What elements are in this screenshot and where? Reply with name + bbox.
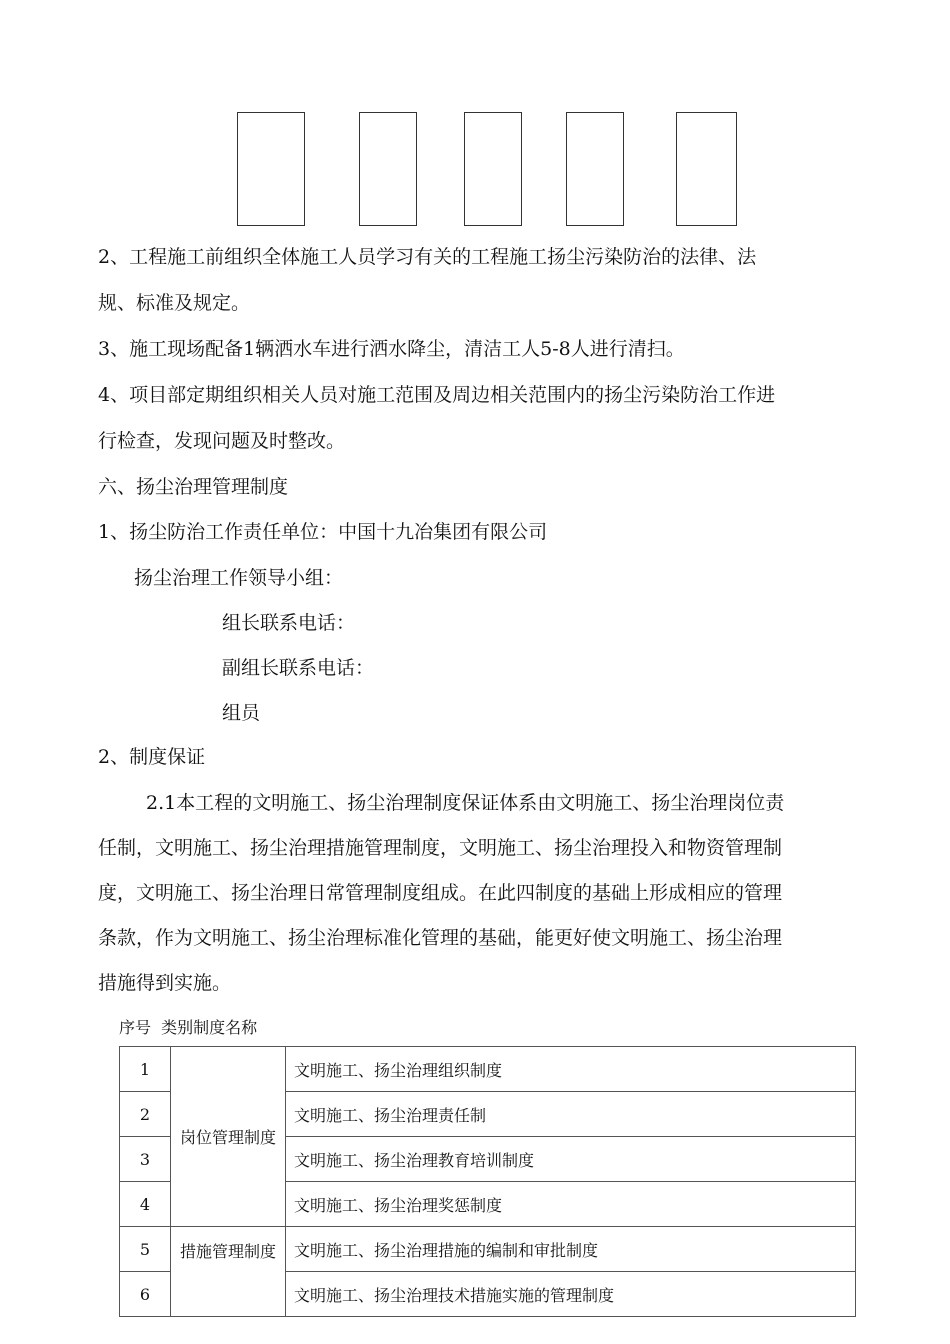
regulation-name: 文明施工、扬尘治理奖惩制度	[286, 1182, 856, 1227]
clause-2-1-line-5: 措施得到实施。	[98, 972, 232, 994]
leader-phone-label: 组长联系电话：	[222, 612, 356, 634]
row-number: 4	[120, 1182, 171, 1227]
row-number: 6	[120, 1272, 171, 1317]
category-cell: 措施管理制度	[171, 1227, 286, 1317]
clause-2-1-line-4: 条款，作为文明施工、扬尘治理标准化管理的基础，能更好使文明施工、扬尘治理	[98, 927, 783, 949]
clause-2-1-line-1: 2.1本工程的文明施工、扬尘治理制度保证体系由文明施工、扬尘治理岗位责	[146, 792, 785, 814]
table-row	[120, 1227, 856, 1272]
image-frame-5	[676, 112, 737, 226]
row-number: 5	[120, 1227, 171, 1272]
system-guarantee-heading: 2、制度保证	[98, 746, 206, 768]
paragraph-4-line-1: 4、项目部定期组织相关人员对施工范围及周边相关范围内的扬尘污染防治工作进	[98, 384, 776, 406]
regulation-name: 文明施工、扬尘治理技术措施实施的管理制度	[286, 1272, 856, 1317]
image-frame-2	[359, 112, 417, 226]
image-frame-1	[237, 112, 305, 226]
table-row	[120, 1047, 856, 1092]
image-frame-4	[566, 112, 624, 226]
table-caption: 序号 类别制度名称	[119, 1018, 258, 1037]
paragraph-2-line-2: 规、标准及规定。	[98, 292, 251, 314]
paragraph-4-line-2: 行检查，发现问题及时整改。	[98, 430, 346, 452]
clause-2-1-line-2: 任制，文明施工、扬尘治理措施管理制度，文明施工、扬尘治理投入和物资管理制	[98, 837, 783, 859]
regulation-name: 文明施工、扬尘治理组织制度	[286, 1047, 856, 1092]
regulation-table	[119, 1046, 856, 1317]
row-number: 3	[120, 1137, 171, 1182]
clause-2-1-line-3: 度，文明施工、扬尘治理日常管理制度组成。在此四制度的基础上形成相应的管理	[98, 882, 783, 904]
regulation-name: 文明施工、扬尘治理教育培训制度	[286, 1137, 856, 1182]
vice-leader-phone-label: 副组长联系电话：	[222, 657, 375, 679]
row-number: 1	[120, 1047, 171, 1092]
paragraph-2-line-1: 2、工程施工前组织全体施工人员学习有关的工程施工扬尘污染防治的法律、法	[98, 246, 757, 268]
regulation-name: 文明施工、扬尘治理责任制	[286, 1092, 856, 1137]
members-label: 组员	[222, 702, 261, 724]
row-number: 2	[120, 1092, 171, 1137]
leader-group-label: 扬尘治理工作领导小组：	[134, 567, 344, 589]
image-frame-3	[464, 112, 522, 226]
responsible-unit: 1、扬尘防治工作责任单位：中国十九冶集团有限公司	[98, 521, 548, 543]
regulation-name: 文明施工、扬尘治理措施的编制和审批制度	[286, 1227, 856, 1272]
section-6-heading: 六、扬尘治理管理制度	[98, 476, 289, 498]
paragraph-3: 3、施工现场配备1辆洒水车进行洒水降尘，清洁工人5-8人进行清扫。	[98, 338, 685, 360]
category-cell: 岗位管理制度	[171, 1047, 286, 1227]
